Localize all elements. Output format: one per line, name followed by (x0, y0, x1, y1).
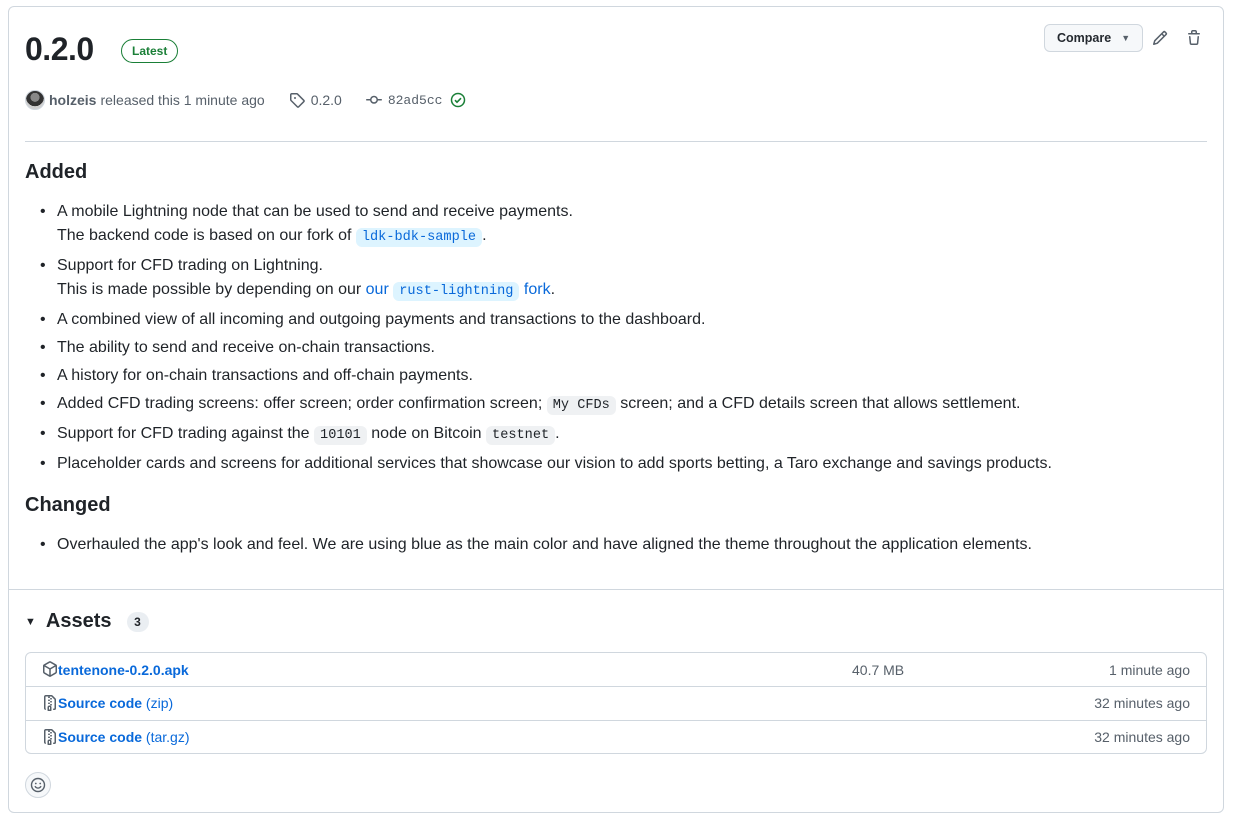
note-text: A mobile Lightning node that can be used to send and receive payments. (57, 203, 573, 220)
asset-time: 1 minute ago (1109, 661, 1190, 678)
asset-size: 40.7 MB (852, 661, 905, 678)
smiley-icon (30, 777, 46, 793)
note-text: . (482, 227, 487, 244)
added-heading: Added (25, 161, 88, 183)
inline-code: testnet (486, 426, 555, 445)
asset-name: Source code (58, 695, 143, 712)
note-text: The backend code is based on our fork of (57, 227, 356, 244)
asset-row (26, 720, 1206, 753)
changed-list (25, 533, 1032, 561)
list-item: • A combined view of all incoming and outgoing payments and transactions to the dashboard. (57, 308, 1052, 332)
assets-count: 3 (127, 612, 149, 632)
assets-section (9, 589, 1223, 813)
file-zip-icon (42, 695, 58, 711)
list-item (57, 392, 1052, 418)
assets-heading: Assets (45, 610, 112, 632)
ldk-bdk-sample-link[interactable]: ldk-bdk-sample (356, 228, 482, 247)
check-circle-icon[interactable] (450, 92, 466, 108)
released-text: released this 1 minute ago (100, 92, 265, 108)
compare-label: Compare (1057, 31, 1112, 45)
list-item (57, 422, 1052, 448)
tag-icon (289, 92, 305, 108)
asset-link-targz[interactable] (58, 729, 190, 745)
pencil-icon (1152, 30, 1168, 46)
assets-toggle[interactable] (25, 610, 149, 633)
file-zip-icon (42, 729, 58, 745)
note-text: . (555, 425, 560, 442)
compare-button[interactable] (1044, 24, 1143, 52)
asset-link-zip[interactable] (58, 695, 173, 711)
package-icon (42, 661, 58, 677)
list-item: • Overhauled the app's look and feel. We are using blue as the main color and have aligned the theme throughout the application elements. (57, 533, 1032, 557)
avatar[interactable] (25, 90, 45, 110)
inline-code: My CFDs (547, 396, 616, 415)
rust-lightning-link-fork[interactable]: fork (523, 281, 551, 298)
edit-button[interactable] (1147, 25, 1173, 51)
asset-link-apk[interactable] (58, 662, 189, 678)
asset-name: tentenone-0.2.0.apk (58, 661, 189, 678)
note-text: . (550, 281, 556, 298)
list-item: • Placeholder cards and screens for additional services that showcase our vision to add sports betting, a Taro exchange and savings products. (57, 452, 1052, 476)
note-text: Added CFD trading screens: offer screen; order confirmation screen; (57, 395, 547, 412)
rust-lightning-link-our[interactable]: our (365, 281, 389, 298)
divider (25, 141, 1207, 142)
assets-list (25, 652, 1207, 754)
note-text: screen; and a CFD details screen that allows settlement. (615, 395, 1021, 412)
changed-heading: Changed (25, 494, 111, 516)
author-link[interactable]: holzeis (49, 92, 97, 108)
list-item: • A history for on-chain transactions and off-chain payments. (57, 364, 1052, 388)
note-text: Support for CFD trading against the (57, 425, 315, 442)
asset-name: Source code (58, 728, 143, 745)
note-text: Support for CFD trading on Lightning. (57, 257, 323, 274)
inline-code: 10101 (314, 426, 367, 445)
tag-link[interactable] (289, 92, 342, 108)
triangle-down-icon: ▼ (25, 615, 36, 628)
commit-link[interactable] (366, 92, 473, 108)
rust-lightning-link[interactable]: rust-lightning (393, 282, 519, 301)
trash-icon (1186, 30, 1202, 46)
release-card (8, 6, 1224, 813)
delete-button[interactable] (1181, 25, 1207, 51)
asset-time: 32 minutes ago (1094, 728, 1190, 745)
asset-format: (tar.gz) (145, 728, 190, 745)
note-text: This is made possible by depending on our (57, 281, 366, 298)
list-item: • The ability to send and receive on-chain transactions. (57, 336, 1052, 360)
release-title[interactable]: 0.2.0 (25, 31, 94, 67)
asset-time: 32 minutes ago (1094, 695, 1190, 712)
added-list (25, 200, 1052, 480)
asset-row (26, 653, 1206, 686)
release-meta (25, 89, 472, 111)
add-reaction-button[interactable] (25, 772, 51, 798)
asset-row (26, 686, 1206, 719)
release-body (9, 7, 1223, 589)
commit-sha: 82ad5cc (387, 92, 443, 108)
tag-label: 0.2.0 (310, 92, 342, 108)
note-text: node on Bitcoin (366, 425, 487, 442)
asset-format: (zip) (145, 695, 174, 712)
latest-badge: Latest (121, 39, 178, 63)
list-item (57, 254, 1052, 304)
chevron-down-icon: ▼ (1121, 33, 1131, 43)
git-commit-icon (366, 92, 382, 108)
list-item (57, 200, 1052, 250)
